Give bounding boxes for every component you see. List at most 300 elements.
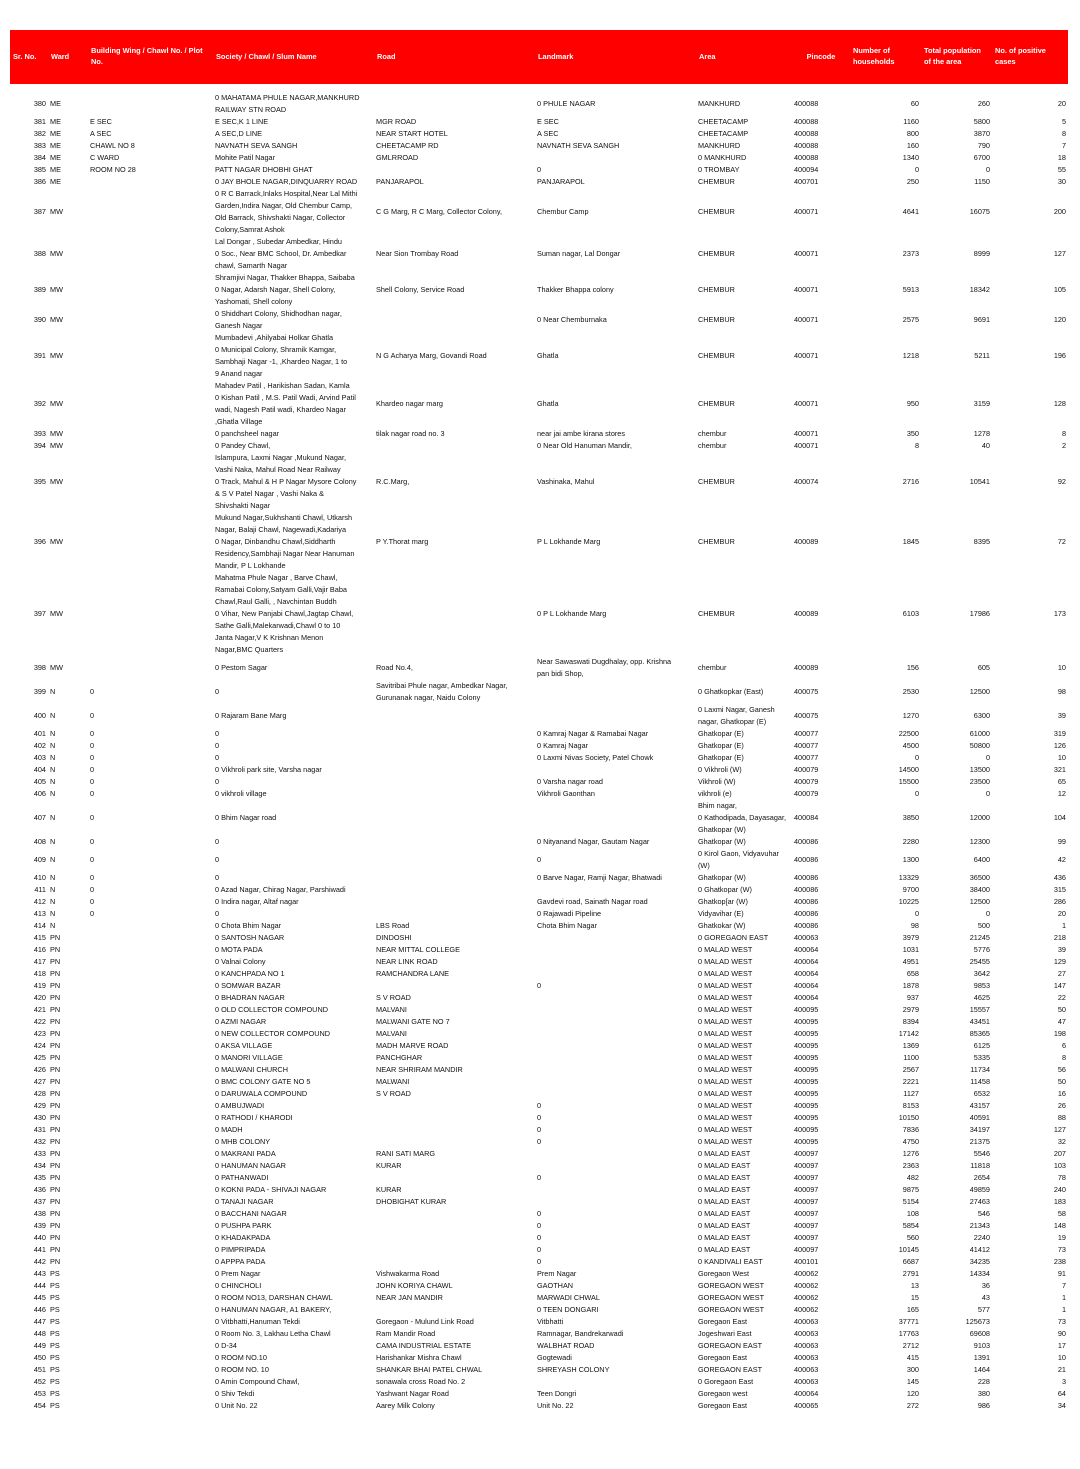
households-cell: 37771 [898, 1317, 919, 1326]
sr-no-cell: 419 [33, 981, 46, 990]
table-row [10, 1088, 1068, 1100]
road-cell: KURAR [376, 1185, 402, 1194]
building-cell [88, 1292, 213, 1304]
building-cell [88, 1304, 213, 1316]
population-cell: 11734 [970, 1065, 990, 1074]
positive-cases-cell: 147 [1053, 981, 1066, 990]
households-cell: 1340 [902, 153, 919, 162]
header-sr-no: Sr. No. [10, 30, 48, 84]
table-row [10, 188, 1068, 236]
table-row [10, 440, 1068, 452]
area-cell: 0 MALAD WEST [698, 981, 753, 990]
table-row [10, 1208, 1068, 1220]
header-society: Society / Chawl / Slum Name [213, 30, 374, 84]
area-cell: Goregaon west [698, 1389, 748, 1398]
table-row [10, 1052, 1068, 1064]
pincode-cell: 400095 [794, 1089, 819, 1098]
building-cell [88, 440, 213, 452]
building-cell [88, 1232, 213, 1244]
pincode-cell: 400086 [794, 885, 819, 894]
building-cell [88, 1364, 213, 1376]
building-cell [88, 512, 213, 572]
ward-cell: N [50, 777, 56, 786]
population-cell: 14334 [969, 1269, 990, 1278]
population-cell: 8395 [973, 537, 990, 546]
sr-no-cell: 412 [33, 897, 46, 906]
households-cell: 17763 [898, 1329, 919, 1338]
society-cell: 0 Chota Bhim Nagar [215, 921, 282, 930]
landmark-cell [535, 1028, 696, 1040]
society-cell: 0 KOKNI PADA - SHIVAJI NAGAR [215, 1185, 327, 1194]
positive-cases-cell: 105 [1053, 285, 1066, 294]
road-cell [374, 800, 535, 836]
landmark-cell: Suman nagar, Lal Dongar [537, 249, 621, 258]
landmark-cell: NAVNATH SEVA SANGH [537, 141, 620, 150]
pincode-cell: 400089 [794, 609, 819, 618]
road-cell: NEAR SHRIRAM MANDIR [376, 1065, 463, 1074]
ward-cell: PS [50, 1353, 60, 1362]
pincode-cell: 400062 [794, 1305, 819, 1314]
pincode-cell: 400062 [794, 1269, 819, 1278]
society-cell: Islampura, Laxmi Nagar ,Mukund Nagar, Vashi Naka, Mahul Road Near Railway 0 Track, Mahul & H P Nagar Mysore Colony & S V Patel Nagar , Vashi Naka & Shivshakti Nagar [215, 453, 357, 510]
area-cell: Goregaon East [698, 1317, 748, 1326]
positive-cases-cell: 238 [1053, 1257, 1066, 1266]
area-cell: Goregaon East [698, 1353, 748, 1362]
pincode-cell: 400097 [794, 1161, 819, 1170]
road-cell [374, 884, 535, 896]
ward-cell: PN [50, 1257, 61, 1266]
population-cell: 15557 [969, 1005, 990, 1014]
sr-no-cell: 386 [33, 177, 46, 186]
households-cell: 1300 [902, 855, 919, 864]
landmark-cell: A SEC [537, 129, 559, 138]
society-cell: 0 PUSHPA PARK [215, 1221, 272, 1230]
table-row [10, 1280, 1068, 1292]
road-cell [374, 728, 535, 740]
society-cell: 0 Azad Nagar, Chirag Nagar, Parshiwadi [215, 885, 346, 894]
landmark-cell: 0 Varsha nagar road [537, 777, 603, 786]
area-cell: chembur [698, 663, 727, 672]
sr-no-cell: 413 [33, 909, 46, 918]
road-cell: MGR ROAD [376, 117, 417, 126]
society-cell: 0 [215, 837, 220, 846]
table-row [10, 752, 1068, 764]
landmark-cell: Near Sawaswati Dugdhalay, opp. Krishna pan bidi Shop, [537, 657, 672, 678]
road-cell: Vishwakarma Road [376, 1269, 440, 1278]
landmark-cell [535, 1040, 696, 1052]
building-cell [88, 332, 213, 380]
sr-no-cell: 430 [33, 1113, 46, 1122]
households-cell: 0 [914, 753, 919, 762]
area-cell: CHEMBUR [698, 249, 735, 258]
table-row [10, 788, 1068, 800]
pincode-cell: 400088 [794, 99, 819, 108]
pincode-cell: 400075 [794, 711, 819, 720]
landmark-cell: Thakker Bhappa colony [537, 285, 614, 294]
ward-cell: PN [50, 1053, 61, 1062]
ward-cell: MW [50, 285, 63, 294]
population-cell: 21343 [969, 1221, 990, 1230]
households-cell: 0 [914, 789, 919, 798]
society-cell: 0 [215, 687, 220, 696]
table-row [10, 896, 1068, 908]
society-cell: 0 JAY BHOLE NAGAR,DINQUARRY ROAD [215, 177, 358, 186]
area-cell: 0 MALAD EAST [698, 1161, 751, 1170]
road-cell: LBS Road [376, 921, 410, 930]
sr-no-cell: 389 [33, 285, 46, 294]
ward-cell: MW [50, 429, 63, 438]
landmark-cell [535, 944, 696, 956]
area-cell: 0 MALAD WEST [698, 1101, 753, 1110]
pincode-cell: 400064 [794, 981, 819, 990]
population-cell: 5546 [973, 1149, 990, 1158]
landmark-cell: Ghatla [537, 399, 559, 408]
population-cell: 17986 [969, 609, 990, 618]
ward-cell: PN [50, 1041, 61, 1050]
road-cell [374, 788, 535, 800]
ward-cell: N [50, 789, 56, 798]
building-cell: E SEC [90, 117, 112, 126]
area-cell: 0 MALAD WEST [698, 1065, 753, 1074]
society-cell: 0 AMBUJWADI [215, 1101, 265, 1110]
sr-no-cell: 395 [33, 477, 46, 486]
households-cell: 14500 [898, 765, 919, 774]
population-cell: 25455 [969, 957, 990, 966]
building-cell [88, 1016, 213, 1028]
ward-cell: PN [50, 1245, 61, 1254]
society-cell: 0 HANUMAN NAGAR, A1 BAKERY, [215, 1305, 332, 1314]
ward-cell: ME [50, 117, 61, 126]
positive-cases-cell: 103 [1053, 1161, 1066, 1170]
landmark-cell: 0 [537, 1137, 542, 1146]
building-cell [88, 1340, 213, 1352]
header-area: Area [696, 30, 792, 84]
households-cell: 8394 [902, 1017, 919, 1026]
table-row [10, 1004, 1068, 1016]
households-cell: 250 [906, 177, 919, 186]
households-cell: 15500 [898, 777, 919, 786]
pincode-cell: 400071 [794, 399, 819, 408]
households-cell: 2712 [902, 1341, 919, 1350]
pincode-cell: 400074 [794, 477, 819, 486]
building-cell [88, 992, 213, 1004]
ward-cell: PS [50, 1401, 60, 1410]
pincode-cell: 400064 [794, 945, 819, 954]
society-cell: 0 BACCHANI NAGAR [215, 1209, 287, 1218]
households-cell: 1127 [903, 1089, 919, 1098]
sr-no-cell: 388 [33, 249, 46, 258]
positive-cases-cell: 56 [1057, 1065, 1066, 1074]
road-cell: NEAR START HOTEL [376, 129, 448, 138]
households-cell: 350 [906, 429, 919, 438]
ward-cell: PN [50, 969, 61, 978]
households-cell: 415 [906, 1353, 919, 1362]
sr-no-cell: 410 [33, 873, 46, 882]
pincode-cell: 400095 [794, 1041, 819, 1050]
building-cell [88, 1328, 213, 1340]
population-cell: 0 [985, 165, 990, 174]
sr-no-cell: 431 [33, 1125, 46, 1134]
area-cell: 0 MALAD EAST [698, 1173, 751, 1182]
road-cell [374, 1208, 535, 1220]
society-cell: 0 [215, 741, 220, 750]
positive-cases-cell: 98 [1057, 687, 1066, 696]
positive-cases-cell: 47 [1057, 1017, 1066, 1026]
landmark-cell: 0 Rajawadi Pipeline [537, 909, 602, 918]
table-row [10, 932, 1068, 944]
ward-cell: PS [50, 1341, 60, 1350]
area-cell: 0 MALAD WEST [698, 1017, 753, 1026]
population-cell: 23500 [969, 777, 990, 786]
positive-cases-cell: 50 [1057, 1077, 1066, 1086]
sr-no-cell: 384 [33, 153, 46, 162]
landmark-cell [535, 932, 696, 944]
table-row [10, 380, 1068, 428]
building-cell [88, 1052, 213, 1064]
positive-cases-cell: 218 [1053, 933, 1066, 942]
landmark-cell [535, 884, 696, 896]
landmark-cell: SHREYASH COLONY [537, 1365, 610, 1374]
population-cell: 69608 [969, 1329, 990, 1338]
area-cell: 0 MALAD EAST [698, 1233, 751, 1242]
area-cell: Ghatkopar (W) [698, 873, 746, 882]
sr-no-cell: 423 [33, 1029, 46, 1038]
table-row [10, 1316, 1068, 1328]
ward-cell: PN [50, 1209, 61, 1218]
area-cell: Ghatkopar (E) [698, 741, 744, 750]
positive-cases-cell: 20 [1057, 909, 1066, 918]
households-cell: 4750 [902, 1137, 919, 1146]
road-cell [374, 776, 535, 788]
landmark-cell: Ramnagar, Bandrekarwadi [537, 1329, 624, 1338]
building-cell [88, 1100, 213, 1112]
society-cell: 0 Indira nagar, Altaf nagar [215, 897, 299, 906]
building-cell [88, 932, 213, 944]
building-cell [88, 1136, 213, 1148]
table-row [10, 1076, 1068, 1088]
area-cell: 0 GOREGAON EAST [698, 933, 769, 942]
area-cell: 0 MALAD WEST [698, 1077, 753, 1086]
households-cell: 1218 [902, 351, 919, 360]
sr-no-cell: 441 [33, 1245, 46, 1254]
table-row [10, 776, 1068, 788]
pincode-cell: 400089 [794, 537, 819, 546]
landmark-cell: Gogtewadi [537, 1353, 572, 1362]
pincode-cell: 400064 [794, 957, 819, 966]
landmark-cell [535, 704, 696, 728]
positive-cases-cell: 321 [1053, 765, 1066, 774]
building-cell [88, 1376, 213, 1388]
population-cell: 49859 [969, 1185, 990, 1194]
positive-cases-cell: 2 [1061, 441, 1066, 450]
population-cell: 36500 [969, 873, 990, 882]
households-cell: 4951 [902, 957, 919, 966]
pincode-cell: 400086 [794, 909, 819, 918]
population-cell: 16075 [969, 207, 990, 216]
households-cell: 160 [906, 141, 919, 150]
households-cell: 5854 [902, 1221, 919, 1230]
households-cell: 937 [906, 993, 919, 1002]
population-cell: 260 [977, 99, 990, 108]
pincode-cell: 400071 [794, 315, 819, 324]
positive-cases-cell: 20 [1057, 99, 1066, 108]
positive-cases-cell: 42 [1057, 855, 1066, 864]
landmark-cell: 0 PHULE NAGAR [537, 99, 596, 108]
society-cell: 0 Shiddhart Colony, Shidhodhan nagar, Ganesh Nagar [215, 309, 342, 330]
households-cell: 2791 [902, 1269, 919, 1278]
positive-cases-cell: 315 [1053, 885, 1066, 894]
population-cell: 986 [977, 1401, 990, 1410]
table-row [10, 92, 1068, 116]
households-cell: 13329 [898, 873, 919, 882]
ward-cell: ME [50, 99, 61, 108]
road-cell: NEAR MITTAL COLLEGE [376, 945, 460, 954]
pincode-cell: 400084 [794, 813, 819, 822]
positive-cases-cell: 10 [1057, 663, 1066, 672]
landmark-cell: Teen Dongri [537, 1389, 577, 1398]
table-row [10, 1136, 1068, 1148]
sr-no-cell: 429 [33, 1101, 46, 1110]
area-cell: Vikhroli (W) [698, 777, 736, 786]
table-row [10, 1220, 1068, 1232]
ward-cell: PN [50, 957, 61, 966]
building-cell: A SEC [90, 129, 112, 138]
population-cell: 125673 [965, 1317, 990, 1326]
table-row [10, 1304, 1068, 1316]
table-row [10, 1388, 1068, 1400]
society-cell: 0 PIMPRIPADA [215, 1245, 266, 1254]
sr-no-cell: 394 [33, 441, 46, 450]
road-cell [374, 1112, 535, 1124]
ward-cell: N [50, 897, 56, 906]
landmark-cell [535, 764, 696, 776]
area-cell: CHEMBUR [698, 399, 735, 408]
landmark-cell: Ghatla [537, 351, 559, 360]
building-cell [88, 1088, 213, 1100]
building-cell: 0 [90, 765, 95, 774]
positive-cases-cell: 120 [1053, 315, 1066, 324]
society-cell: PATT NAGAR DHOBHI GHAT [215, 165, 313, 174]
landmark-cell [535, 800, 696, 836]
road-cell: PANJARAPOL [376, 177, 424, 186]
ward-cell: PN [50, 1017, 61, 1026]
population-cell: 5776 [973, 945, 990, 954]
ward-cell: ME [50, 153, 61, 162]
positive-cases-cell: 19 [1057, 1233, 1066, 1242]
area-cell: 0 MALAD WEST [698, 1113, 753, 1122]
society-cell: 0 ROOM NO.10 [215, 1353, 267, 1362]
table-row [10, 1112, 1068, 1124]
area-cell: MANKHURD [698, 99, 741, 108]
society-cell: 0 PATHANWADI [215, 1173, 269, 1182]
society-cell: E SEC,K 1 LINE [215, 117, 269, 126]
ward-cell: PS [50, 1329, 60, 1338]
society-cell: Mahatma Phule Nagar , Barve Chawl, Ramabai Colony,Satyam Galli,Vajir Baba Chawl,Raul Galli, , Navchintan Buddh 0 Vihar, New Panjabi Chawl,Jagtap Chawl, Sathe Galli,Malekarwadi,Chawl 0 to 10 Janta Nagar,V K Krishnan Menon Nagar,BMC Quarters [215, 573, 354, 654]
positive-cases-cell: 21 [1057, 1365, 1066, 1374]
building-cell [88, 1316, 213, 1328]
sr-no-cell: 422 [33, 1017, 46, 1026]
building-cell [88, 920, 213, 932]
households-cell: 145 [906, 1377, 919, 1386]
table-row [10, 1232, 1068, 1244]
ward-cell: MW [50, 315, 63, 324]
society-cell: 0 Shiv Tekdi [215, 1389, 255, 1398]
positive-cases-cell: 148 [1053, 1221, 1066, 1230]
pincode-cell: 400101 [794, 1257, 819, 1266]
table-row [10, 980, 1068, 992]
population-cell: 21375 [969, 1137, 990, 1146]
pincode-cell: 400086 [794, 873, 819, 882]
sr-no-cell: 454 [33, 1401, 46, 1410]
households-cell: 10225 [898, 897, 919, 906]
society-cell: 0 MAKRANI PADA [215, 1149, 276, 1158]
landmark-cell [535, 1148, 696, 1160]
society-cell: Mumbadevi ,Ahilyabai Holkar Ghatla 0 Municipal Colony, Shramik Kamgar, Sambhaji Nagar -1, ,Khardeo Nagar, 1 to 9 Anand nagar [215, 333, 348, 378]
road-cell [374, 164, 535, 176]
population-cell: 5800 [973, 117, 990, 126]
sr-no-cell: 448 [33, 1329, 46, 1338]
society-cell: 0 Bhim Nagar road [215, 813, 277, 822]
building-cell: 0 [90, 741, 95, 750]
ward-cell: N [50, 687, 56, 696]
building-cell [88, 1064, 213, 1076]
ward-cell: N [50, 885, 56, 894]
area-cell: CHEMBUR [698, 207, 735, 216]
pincode-cell: 400095 [794, 1101, 819, 1110]
society-cell: 0 [215, 855, 220, 864]
population-cell: 9103 [973, 1341, 990, 1350]
landmark-cell: 0 [537, 1101, 542, 1110]
ward-cell: PN [50, 993, 61, 1002]
ward-cell: N [50, 711, 56, 720]
households-cell: 165 [906, 1305, 919, 1314]
population-cell: 43 [981, 1293, 990, 1302]
sr-no-cell: 421 [33, 1005, 46, 1014]
households-cell: 6103 [902, 609, 919, 618]
table-row [10, 1244, 1068, 1256]
pincode-cell: 400063 [794, 1341, 819, 1350]
pincode-cell: 400088 [794, 141, 819, 150]
building-cell [88, 1172, 213, 1184]
households-cell: 658 [906, 969, 919, 978]
sr-no-cell: 443 [33, 1269, 46, 1278]
pincode-cell: 400065 [794, 1401, 819, 1410]
society-cell: 0 MANORI VILLAGE [215, 1053, 283, 1062]
society-cell: 0 [215, 729, 220, 738]
positive-cases-cell: 32 [1057, 1137, 1066, 1146]
society-cell: 0 MHB COLONY [215, 1137, 271, 1146]
population-cell: 228 [977, 1377, 990, 1386]
road-cell [374, 1232, 535, 1244]
society-cell: Shramjivi Nagar, Thakker Bhappa, Saibaba 0 Nagar, Adarsh Nagar, Shell Colony, Yashomati, Shell colony [215, 273, 355, 306]
population-cell: 1278 [973, 429, 990, 438]
sr-no-cell: 420 [33, 993, 46, 1002]
road-cell [374, 1136, 535, 1148]
society-cell: 0 CHINCHOLI [215, 1281, 262, 1290]
area-cell: Jogeshwari East [698, 1329, 752, 1338]
building-cell: 0 [90, 729, 95, 738]
society-cell: 0 ROOM NO13, DARSHAN CHAWL [215, 1293, 333, 1302]
table-row [10, 848, 1068, 872]
population-cell: 18342 [969, 285, 990, 294]
population-cell: 85365 [969, 1029, 990, 1038]
area-cell: CHEMBUR [698, 315, 735, 324]
ward-cell: N [50, 873, 56, 882]
sr-no-cell: 451 [33, 1365, 46, 1374]
positive-cases-cell: 22 [1057, 993, 1066, 1002]
population-cell: 38400 [969, 885, 990, 894]
population-cell: 1150 [974, 177, 990, 186]
